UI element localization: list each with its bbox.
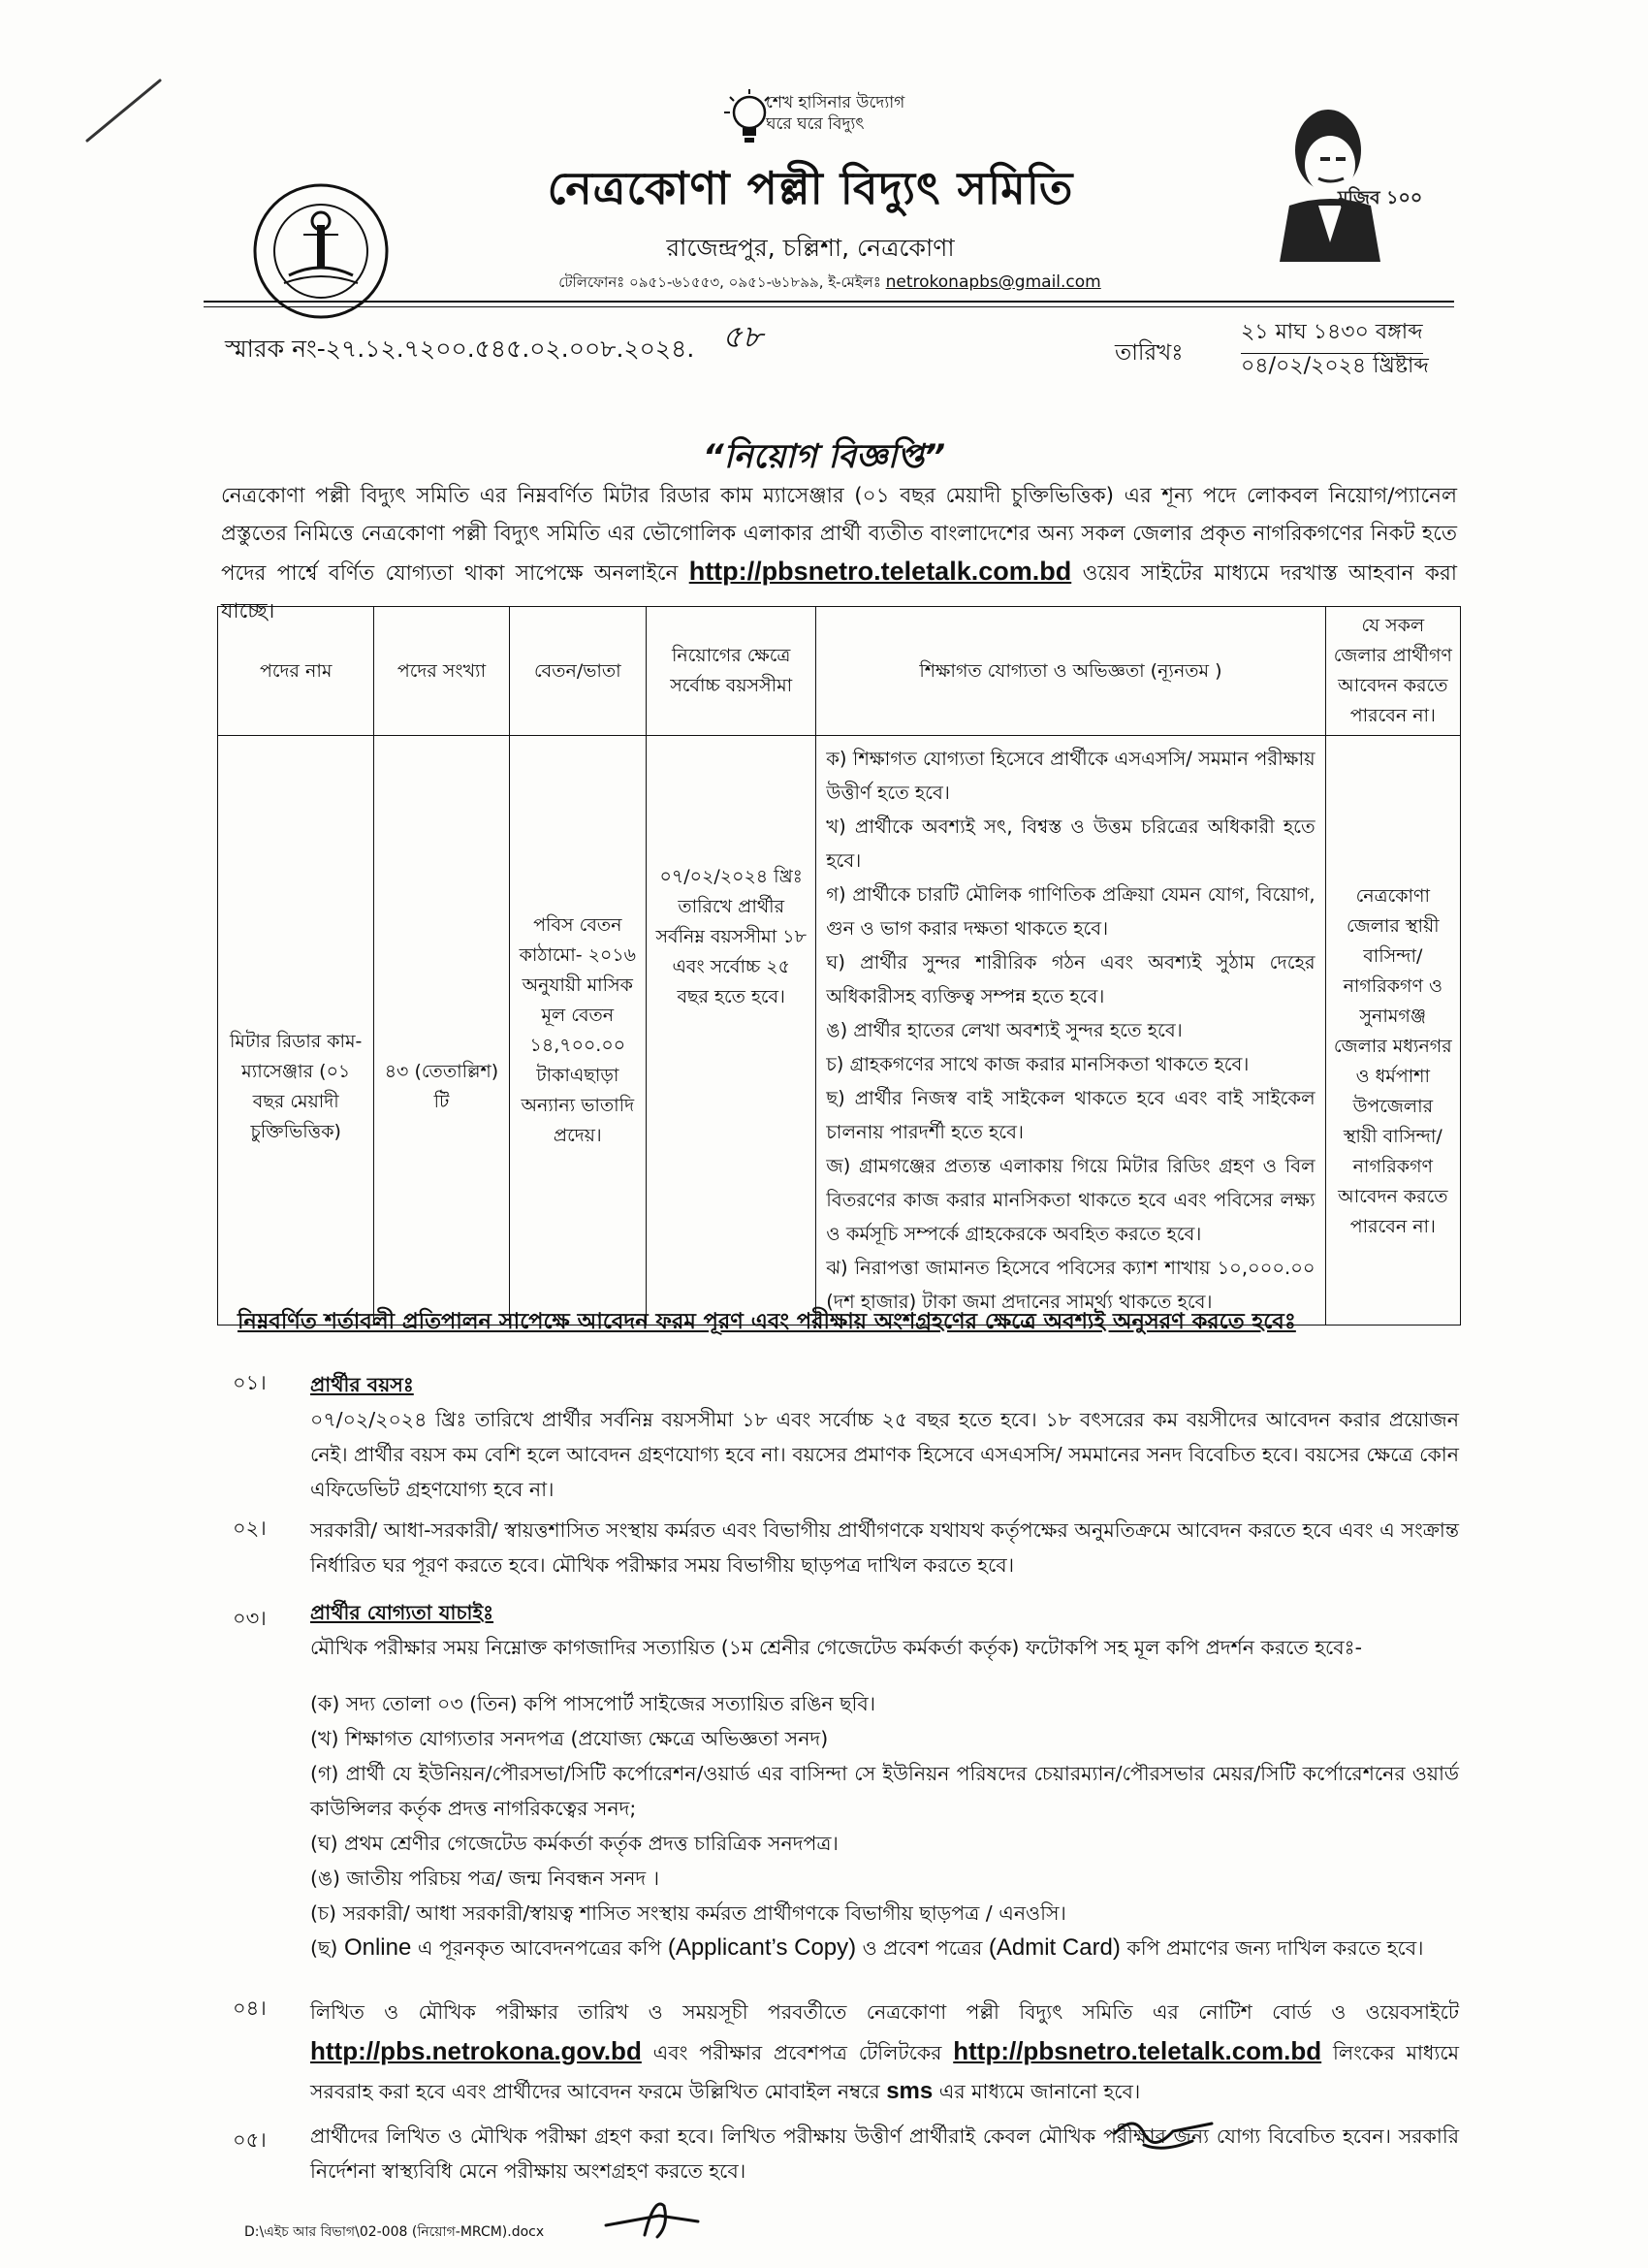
condition-text: মৌখিক পরীক্ষার সময় নিম্নোক্ত কাগজাদির সত্যায়িত (১ম শ্রেনীর গেজেটেড কর্মকর্তা কর্তৃক) ফটোকপি সহ মূল কপি প্রদর্শন করতে হবেঃ- (310, 1636, 1363, 1659)
cell-post-count: ৪৩ (তেতাল্লিশ) টি (374, 736, 509, 1326)
col-post-name: পদের নাম (218, 607, 374, 736)
header-rule (204, 301, 1454, 303)
date-bangla: ২১ মাঘ ১৪৩০ বঙ্গাব্দ (1241, 315, 1423, 354)
date-gregorian: ০৪/০২/২০২৪ খ্রিষ্টাব্দ (1241, 354, 1429, 378)
condition-body (310, 1367, 1459, 1507)
footer-file-path: D:\এইচ আর বিভাগ\02-008 (নিয়োগ-MRCM).docx (244, 2224, 545, 2240)
org-contact (539, 272, 1121, 296)
condition-text-part: এর মাধ্যমে জানানো হবে। (933, 2080, 1141, 2103)
condition-number: ০৩। (233, 1607, 267, 1630)
admit-card-term: (Admit Card) (988, 1934, 1121, 1961)
requirement-item: ঝ) নিরাপত্তা জামানত হিসেবে পবিসের ক্যাশ শাখায় ১০,০০০.০০ (দশ হাজার) টাকা জমা প্রদানের সামর্থ্য থাকতে হবে। (826, 1257, 1315, 1313)
pen-stroke-mark (82, 73, 170, 145)
col-qualification: শিক্ষাগত যোগ্যতা ও অভিজ্ঞতা (ন্যূনতম ) (816, 607, 1325, 736)
requirement-item: ঙ) প্রার্থীর হাতের লেখা অবশ্যই সুন্দর হতে হবে। (826, 1019, 1183, 1041)
list-item (310, 1931, 1459, 1965)
header-rule-thin (204, 306, 1454, 307)
condition-05 (233, 2119, 1464, 2196)
list-item: (গ) প্রার্থী যে ইউনিয়ন/পৌরসভা/সিটি কর্পোরেশন/ওয়ার্ড এর বাসিন্দা সে ইউনিয়ন পরিষদের চেয়ারম্যান/পৌরসভার মেয়র/সিটি কর্পোরেশনের ওয়ার্ড কাউন্সিলর কর্তৃক প্রদত্ত নাগরিকত্বের সনদ; (310, 1762, 1459, 1820)
condition-text: সরকারী/ আধা-সরকারী/ স্বায়ত্তশাসিত সংস্থায় কর্মরত এবং বিভাগীয় প্রার্থীগণকে যথাযথ কর্তৃপক্ষের অনুমতিক্রমে আবেদন করতে হবে এবং এ সংক্রান্ত নির্ধারিত ঘর পূরণ করতে হবে। মৌখিক পরীক্ষার সময় বিভাগীয় ছাড়পত্র দাখিল করতে হবে। (310, 1518, 1459, 1577)
org-title: নেত্রকোণা পল্লী বিদ্যুৎ সমিতি (547, 162, 1074, 214)
condition-body (310, 1595, 1459, 1965)
online-term: Online (343, 1934, 412, 1961)
condition-01 (233, 1367, 1464, 1503)
cell-age-limit: ০৭/০২/২০২৪ খ্রিঃ তারিখে প্রার্থীর সর্বনিম্ন বয়সসীমা ১৮ এবং সর্বোচ্চ ২৫ বছর হতে হবে। (647, 736, 816, 1326)
intro-url-link[interactable]: http://pbsnetro.teletalk.com.bd (688, 557, 1072, 586)
condition-text-part: লিংকের মাধ্যমে সরবরাহ করা হবে এবং প্রার্থীদের আবেদন ফরমে উল্লিখিত মোবাইল নম্বরে (310, 2041, 1459, 2103)
initial-signature-mark (601, 2187, 708, 2245)
condition-number: ০২। (233, 1517, 267, 1540)
requirement-item: গ) প্রার্থীকে চারটি মৌলিক গাণিতিক প্রক্রিয়া যেমন যোগ, বিয়োগ, গুন ও ভাগ করার দক্ষতা থাকতে হবে। (826, 883, 1315, 940)
notice-title: “নিয়োগ বিজ্ঞপ্তি” (702, 437, 946, 476)
website-url-link[interactable]: http://pbs.netrokona.gov.bd (310, 2036, 642, 2065)
condition-text-part: লিখিত ও মৌখিক পরীক্ষার তারিখ ও সময়সূচী পরবর্তীতে নেত্রকোণা পল্লী বিদ্যুৎ সমিতি এর নোটিশ বোর্ড ও ওয়েবসাইটে (310, 2000, 1459, 2024)
requirement-item: চ) গ্রাহকগণের সাথে কাজ করার মানসিকতা থাকতে হবে। (826, 1053, 1250, 1075)
requirement-item: ঘ) প্রার্থীর সুন্দর শারীরিক গঠন এবং অবশ্যই সুঠাম দেহের অধিকারীসহ ব্যক্তিত্ব সম্পন্ন হতে হবে। (826, 951, 1315, 1007)
list-item: (ক) সদ্য তোলা ০৩ (তিন) কপি পাসপোর্ট সাইজের সত্যায়িত রঙিন ছবি। (310, 1692, 876, 1715)
mujib-100-badge: মুজিব ১০০ (1338, 187, 1423, 208)
requirement-item: খ) প্রার্থীকে অবশ্যই সৎ, বিশ্বস্ত ও উত্তম চরিত্রের অধিকারী হতে হবে। (826, 815, 1315, 872)
condition-02 (233, 1513, 1464, 1590)
condition-text (310, 1993, 1459, 2111)
item-text: এ পূরনকৃত আবেদনপত্রের কপি (411, 1936, 668, 1960)
memo-handwritten-number: ৫৮ (722, 318, 763, 355)
item-text: (ছ) (310, 1936, 344, 1960)
condition-03 (233, 1595, 1464, 1983)
condition-number: ০৫। (233, 2128, 267, 2152)
condition-heading: প্রার্থীর যোগ্যতা যাচাইঃ (310, 1601, 494, 1624)
applicant-copy-term: (Applicant’s Copy) (667, 1934, 857, 1961)
condition-text: প্রার্থীদের লিখিত ও মৌখিক পরীক্ষা গ্রহণ করা হবে। লিখিত পরীক্ষায় উত্তীর্ণ প্রার্থীরাই কেবল মৌখিক পরীক্ষার জন্য যোগ্য বিবেচিত হবেন। সরকারি নির্দেশনা স্বাস্থ্যবিধি মেনে পরীক্ষায় অংশগ্রহণ করতে হবে। (310, 2124, 1459, 2183)
table-row (218, 736, 1461, 1326)
intro-text: নেত্রকোণা পল্লী বিদ্যুৎ সমিতি এর নিম্নবর্ণিত মিটার রিডার কাম ম্যাসেঞ্জার (০১ বছর মেয়াদী চুক্তিভিত্তিক) এর শূন্য পদে লোকবল নিয়োগ/প্যানেল প্রস্তুতের নিমিত্তে নেত্রকোণা পল্লী বিদ্যুৎ সমিতি এর ভৌগোলিক এলাকার প্রার্থী ব্যতীত বাংলাদেশের অন্য সকল জেলার প্রকৃত নাগরিকগণের নিকট হতে পদের পার্শ্বে বর্ণিত যোগ্যতা থাকা সাপেক্ষে অনলাইনে (221, 484, 1457, 586)
condition-04 (233, 1993, 1464, 2114)
sms-term: sms (886, 2078, 934, 2104)
cell-excluded-districts: নেত্রকোণা জেলার স্থায়ী বাসিন্দা/ নাগরিকগণ ও সুনামগঞ্জ জেলার মধ্যনগর ও ধর্মপাশা উপজেলার স্থায়ী বাসিন্দা/ নাগরিকগণ আবেদন করতে পারবেন না। (1325, 736, 1460, 1326)
col-post-count: পদের সংখ্যা (374, 607, 509, 736)
condition-number: ০৪। (233, 1996, 267, 2020)
portrait-image (1260, 97, 1425, 262)
list-item: (ঘ) প্রথম শ্রেণীর গেজেটেড কর্মকর্তা কর্তৃক প্রদত্ত চারিত্রিক সনদপত্র। (310, 1832, 839, 1855)
memo-number: স্মারক নং-২৭.১২.৭২০০.৫৪৫.০২.০০৮.২০২৪. (225, 335, 695, 363)
vacancy-table (217, 606, 1461, 1326)
list-item: (খ) শিক্ষাগত যোগ্যতার সনদপত্র (প্রযোজ্য ক্ষেত্রে অভিজ্ঞতা সনদ) (310, 1727, 829, 1750)
requirement-item: ক) শিক্ষাগত যোগ্যতা হিসেবে প্রার্থীকে এসএসসি/ সমমান পরীক্ষায় উত্তীর্ণ হতে হবে। (826, 748, 1315, 804)
condition-number: ০১। (233, 1371, 267, 1394)
condition-text-part: এবং পরীক্ষার প্রবেশপত্র টেলিটকের (641, 2041, 954, 2064)
requirement-item: ছ) প্রার্থীর নিজস্ব বাই সাইকেল থাকতে হবে এবং বাই সাইকেল চালনায় পারদর্শী হতে হবে। (826, 1087, 1315, 1143)
list-item: (চ) সরকারী/ আধা সরকারী/স্বায়ত্ব শাসিত সংস্থায় কর্মরত প্রার্থীগণকে বিভাগীয় ছাড়পত্র / এনওসি। (310, 1901, 1066, 1925)
org-address: রাজেন্দ্রপুর, চল্লিশা, নেত্রকোণা (666, 234, 955, 262)
document-list (310, 1686, 1459, 1965)
contact-email[interactable]: netrokonapbs@gmail.com (885, 272, 1101, 292)
conditions-heading: নিম্নবর্ণিত শর্তাবলী প্রতিপালন সাপেক্ষে আবেদন ফরম পূরণ এবং পরীক্ষায় অংশগ্রহণের ক্ষেত্রে অবশ্যই অনুসরণ করতে হবেঃ (238, 1309, 1296, 1334)
col-age-limit: নিয়োগের ক্ষেত্রে সর্বোচ্চ বয়সসীমা (647, 607, 816, 736)
cell-post-name: মিটার রিডার কাম- ম্যাসেঞ্জার (০১ বছর মেয়াদী চুক্তিভিত্তিক) (218, 736, 374, 1326)
condition-text: ০৭/০২/২০২৪ খ্রিঃ তারিখে প্রার্থীর সর্বনিম্ন বয়সসীমা ১৮ এবং সর্বোচ্চ ২৫ বছর হতে হবে। ১৮ বৎসরের কম বয়সীদের আবেদন করার প্রয়োজন নেই। প্রার্থীর বয়স কম বেশি হলে আবেদন গ্রহণযোগ্য হবে না। বয়সের প্রমাণক হিসেবে এসএসসি/ সমমানের সনদ বিবেচিত হবে। বয়সের ক্ষেত্রে কোন এফিডেভিট গ্রহণযোগ্য হবে না। (310, 1408, 1459, 1501)
contact-phones: টেলিফোনঃ ০৯৫১-৬১৫৫৩, ০৯৫১-৬১৮৯৯, ই-মেইলঃ (558, 273, 881, 291)
col-salary: বেতন/ভাতা (509, 607, 647, 736)
requirement-item: জ) গ্রামগঞ্জের প্রত্যন্ত এলাকায় গিয়ে মিটার রিডিং গ্রহণ ও বিল বিতরণের কাজ করার মানসিকতা থাকতে হবে এবং পবিসের লক্ষ্য ও কর্মসূচি সম্পর্কে গ্রাহকেরকে অবহিত করতে হবে। (826, 1155, 1315, 1245)
table-header-row (218, 607, 1461, 736)
list-item: (ঙ) জাতীয় পরিচয় পত্র/ জন্ম নিবন্ধন সনদ । (310, 1867, 660, 1890)
teletalk-url-link[interactable]: http://pbsnetro.teletalk.com.bd (953, 2036, 1322, 2065)
date-label: তারিখঃ (1115, 340, 1184, 366)
col-excluded-districts: যে সকল জেলার প্রার্থীগণ আবেদন করতে পারবেন না। (1325, 607, 1460, 736)
slogan-text: শেখ হাসিনার উদ্যোগ ঘরে ঘরে বিদ্যুৎ (766, 93, 905, 134)
cell-qualification (816, 736, 1325, 1326)
condition-heading: প্রার্থীর বয়সঃ (310, 1373, 414, 1396)
intro-suffix: ওয়েব সাইটের মাধ্যমে দরখাস্ত আহবান করা যাচ্ছে। (221, 561, 1457, 623)
cell-salary: পবিস বেতন কাঠামো- ২০১৬ অনুযায়ী মাসিক মূল বেতন ১৪,৭০০.০০ টাকাএছাড়া অন্যান্য ভাতাদি প্রদেয়। (509, 736, 647, 1326)
signature-mark (1105, 2104, 1221, 2162)
item-text: কপি প্রমাণের জন্য দাখিল করতে হবে। (1120, 1936, 1424, 1960)
item-text: ও প্রবেশ পত্রের (856, 1936, 989, 1960)
